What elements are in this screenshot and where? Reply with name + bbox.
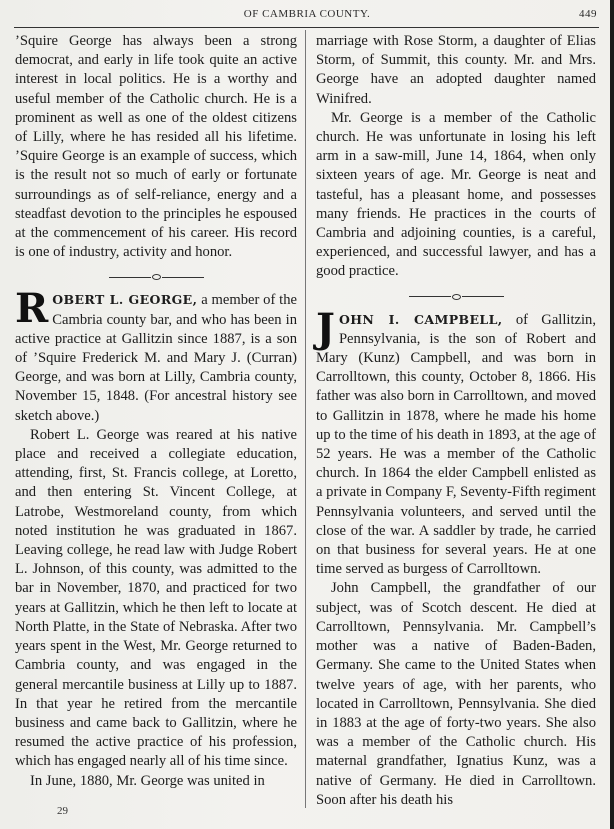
entry-paragraph: In June, 1880, Mr. George was united in <box>30 772 265 789</box>
drop-cap: J <box>316 304 335 352</box>
right-column <box>316 32 596 810</box>
header-rule <box>14 27 599 28</box>
page-number: 449 <box>579 8 597 20</box>
entry-lead-text: of Gallitzin, Pennsylvania, is the son of Robert and Mary (Kunz) Campbell, and was born in Carrolltown, this county, October 8, 1866. His father was also born in Carrolltown, and moved to Gallitzin in 1878, where he made his home up to the time of his death in 1893, at the age of 52 years. He was a member of the Catholic church. In 1864 the elder Campbell enlisted as a private in Company F, Seventy-Fifth regiment Pennsylvania volunteers, and served until the close of the war. A saddler by trade, he carried on that business for several years. He at one time served as burgess of Carrolltown. <box>316 311 596 578</box>
continuation-paragraph: ’Squire George has always been a strong democrat, and early in life took quite an active interest in local politics. He is a worthy and useful member of the Catholic church. He is a prominent as well as one of the oldest citizens of Lilly, where he has resided all his lifetime. ’Squire George is an example of success, which is the result not so much of early or fortunate surroundings as of self-reliance, energy and a steadfast devotion to the principles he espoused at the commencement of his career. His record is one of industry, activity and honor. <box>15 33 297 261</box>
entry-lead-text: a member of the Cambria county bar, and who has been in active practice at Gallitzin since 1887, is a son of ’Squire Frederick M. and Mary J. (Curran) George, and was born at Lilly, Cambria county, November 15, 1848. (For ancestral history see sketch above.) <box>15 292 298 424</box>
entry-lead-paragraph <box>316 304 596 580</box>
entry-name: OBERT L. GEORGE, <box>52 292 198 308</box>
running-head-title: OF CAMBRIA COUNTY. <box>243 8 371 20</box>
section-ornament <box>316 288 596 306</box>
section-ornament <box>15 268 297 286</box>
column-divider <box>305 30 306 808</box>
entry-name: OHN I. CAMPBELL, <box>338 311 503 327</box>
ornament-ring-icon <box>152 274 161 280</box>
continuation-paragraph: Mr. George is a member of the Catholic church. He was unfortunate in losing his left arm in a saw-mill, June 14, 1864, when only sixteen years of age. Mr. George is neat and tasteful, has a pleasant home, and possesses many friends. He practices in the courts of Cambria and adjoining counties, is a careful, experienced, and successful lawyer, and has a good practice. <box>316 109 596 280</box>
entry-paragraph: John Campbell, the grandfather of our subject, was of Scotch descent. He died at Carrolltown, Pennsylvania. Mr. Campbell’s mother was a native of Baden-Baden, Germany. She came to the United States when twelve years of age, with her parents, who located in Carrolltown, Pennsylvania. She died in 1883 at the age of forty-two years. She also was a member of the Catholic church. His maternal grandfather, Ignatius Kunz, was a native of Germany. He died in Carrolltown. Soon after his death his <box>316 580 596 808</box>
signature-mark: 29 <box>57 805 68 817</box>
biography-entry-john-campbell <box>316 304 596 810</box>
entry-paragraph: Robert L. George was reared at his native place and received a collegiate education, attending, first, St. Francis college, at Loretto, and then entering St. Vincent College, at Latrobe, Westmoreland county, from which noted institution he was graduated in 1867. Leaving college, he read law with Judge Robert L. Johnson, of this county, was admitted to the bar in November, 1870, and practiced for two years at Gallitzin, which he then left to locate at North Platte, in the State of Nebraska. After two years spent in the West, Mr. George returned to Cambria county, and was engaged in the general mercantile business at Lilly up to 1887. In that year he retired from the mercantile business and came back to Gallitzin, where he resumed the active practice of his profession, which has engaged nearly all of his time since. <box>15 426 297 770</box>
scan-edge <box>610 0 614 829</box>
entry-lead-paragraph <box>15 285 298 425</box>
biography-entry-robert-george <box>15 285 298 790</box>
continuation-paragraph: marriage with Rose Storm, a daughter of Elias Storm, of Summit, this county. Mr. and Mrs. George have an adopted daughter named Winifred. <box>316 33 596 107</box>
ornament-ring-icon <box>452 294 461 300</box>
left-column <box>15 32 297 791</box>
drop-cap: R <box>15 285 49 333</box>
